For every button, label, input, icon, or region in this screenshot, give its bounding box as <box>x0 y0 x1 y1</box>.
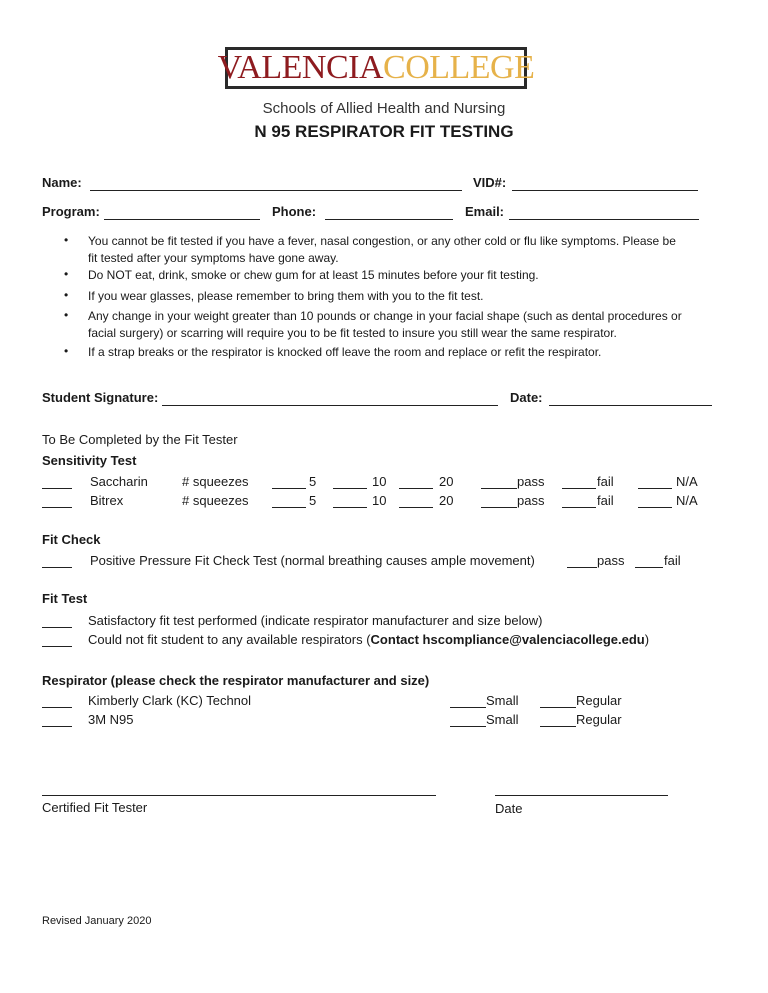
signature-date-field[interactable] <box>549 405 712 406</box>
vid-field[interactable] <box>512 190 698 191</box>
bullet-text: fit tested after your symptoms have gone away. <box>88 251 339 265</box>
saccharin-pass-label: pass <box>517 474 545 489</box>
signature-date-label: Date: <box>510 390 543 405</box>
fit-check-pass-label: pass <box>597 553 625 568</box>
kc-regular-label: Regular <box>576 693 622 708</box>
bullet-text: facial surgery) or scarring will require you to be fit tested to insure you still wear the same respirator. <box>88 326 617 340</box>
bullet-text: You cannot be fit tested if you have a fever, nasal congestion, or any other cold or flu like symptoms. Please be <box>88 234 676 248</box>
phone-label: Phone: <box>272 204 317 219</box>
bitrex-label: Bitrex <box>90 493 124 508</box>
bitrex-pass-label: pass <box>517 493 545 508</box>
bitrex-10-blank[interactable] <box>333 507 367 508</box>
kc-regular-blank[interactable] <box>540 707 576 708</box>
bitrex-na-label: N/A <box>676 493 698 508</box>
tester-date-line[interactable] <box>495 795 668 796</box>
saccharin-label: Saccharin <box>90 474 148 489</box>
sensitivity-test-title: Sensitivity Test <box>42 453 137 468</box>
page-title: N 95 RESPIRATOR FIT TESTING <box>254 122 514 141</box>
bitrex-pass-blank[interactable] <box>481 507 517 508</box>
certified-fit-tester-signature-line[interactable] <box>42 795 436 796</box>
bitrex-fail-blank[interactable] <box>562 507 596 508</box>
kc-technol-checkbox[interactable] <box>42 707 72 708</box>
saccharin-na-label: N/A <box>676 474 698 489</box>
student-signature-field[interactable] <box>162 405 498 406</box>
logo-text-valencia: VALENCIA <box>217 49 384 86</box>
fit-check-fail-label: fail <box>664 553 681 568</box>
kc-small-label: Small <box>486 693 519 708</box>
saccharin-fail-label: fail <box>597 474 614 489</box>
program-field[interactable] <box>104 219 260 220</box>
vid-label: VID#: <box>473 175 507 190</box>
school-name: Schools of Allied Health and Nursing <box>262 100 506 117</box>
phone-field[interactable] <box>325 219 453 220</box>
saccharin-checkbox[interactable] <box>42 488 72 489</box>
fit-test-satisfactory-checkbox[interactable] <box>42 627 72 628</box>
fit-test-could-not-checkbox[interactable] <box>42 646 72 647</box>
fit-test-satisfactory-text: Satisfactory fit test performed (indicate respirator manufacturer and size below) <box>88 613 543 628</box>
respirator-title: Respirator (please check the respirator manufacturer and size) <box>42 673 430 688</box>
kc-small-blank[interactable] <box>450 707 486 708</box>
name-label: Name: <box>42 175 82 190</box>
3m-small-label: Small <box>486 712 519 727</box>
bullet-dot: • <box>64 288 69 302</box>
could-not-text-suffix: ) <box>644 632 650 647</box>
saccharin-fail-blank[interactable] <box>562 488 596 489</box>
fit-check-text: Positive Pressure Fit Check Test (normal breathing causes ample movement) <box>90 553 535 568</box>
name-field[interactable] <box>90 190 462 191</box>
3m-regular-blank[interactable] <box>540 726 576 727</box>
bitrex-na-blank[interactable] <box>638 507 672 508</box>
bullet-text: If you wear glasses, please remember to bring them with you to the fit test. <box>88 289 484 303</box>
bitrex-squeezes-label: # squeezes <box>182 493 249 508</box>
bullet-text: Any change in your weight greater than 10 pounds or change in your facial shape (such as dental procedures or <box>88 309 682 323</box>
bitrex-5-blank[interactable] <box>272 507 306 508</box>
bitrex-fail-label: fail <box>597 493 614 508</box>
student-signature-label: Student Signature: <box>42 390 159 405</box>
email-field[interactable] <box>509 219 699 220</box>
saccharin-10-blank[interactable] <box>333 488 367 489</box>
fit-test-could-not-text <box>88 632 649 647</box>
compliance-email: Contact hscompliance@valenciacollege.edu <box>370 632 645 647</box>
3m-n95-checkbox[interactable] <box>42 726 72 727</box>
saccharin-10-label: 10 <box>372 474 387 489</box>
saccharin-pass-blank[interactable] <box>481 488 517 489</box>
saccharin-na-blank[interactable] <box>638 488 672 489</box>
bullet-dot: • <box>64 308 69 322</box>
3m-regular-label: Regular <box>576 712 622 727</box>
revised-date: Revised January 2020 <box>42 915 152 927</box>
fit-check-fail-blank[interactable] <box>635 567 663 568</box>
bullet-dot: • <box>64 344 69 358</box>
program-label: Program: <box>42 204 100 219</box>
bitrex-10-label: 10 <box>372 493 387 508</box>
bullet-dot: • <box>64 267 69 281</box>
saccharin-20-blank[interactable] <box>399 488 433 489</box>
bitrex-checkbox[interactable] <box>42 507 72 508</box>
could-not-text-prefix: Could not fit student to any available respirators ( <box>88 632 371 647</box>
saccharin-20-label: 20 <box>439 474 454 489</box>
certified-fit-tester-label: Certified Fit Tester <box>42 800 148 815</box>
email-label: Email: <box>465 204 505 219</box>
saccharin-5-blank[interactable] <box>272 488 306 489</box>
saccharin-5-label: 5 <box>309 474 317 489</box>
valencia-college-logo <box>217 47 535 89</box>
fit-test-title: Fit Test <box>42 591 88 606</box>
bullet-text: Do NOT eat, drink, smoke or chew gum for at least 15 minutes before your fit testing. <box>88 268 539 282</box>
bullet-dot: • <box>64 233 69 247</box>
3m-small-blank[interactable] <box>450 726 486 727</box>
3m-n95-label: 3M N95 <box>88 712 134 727</box>
fit-check-pass-blank[interactable] <box>567 567 597 568</box>
kc-technol-label: Kimberly Clark (KC) Technol <box>88 693 252 708</box>
bitrex-5-label: 5 <box>309 493 317 508</box>
tester-date-label: Date <box>495 801 523 816</box>
tester-section-heading: To Be Completed by the Fit Tester <box>42 432 238 447</box>
bitrex-20-label: 20 <box>439 493 454 508</box>
bitrex-20-blank[interactable] <box>399 507 433 508</box>
saccharin-squeezes-label: # squeezes <box>182 474 249 489</box>
bullet-text: If a strap breaks or the respirator is knocked off leave the room and replace or refit the respirator. <box>88 345 602 359</box>
logo-text-college: COLLEGE <box>383 49 535 86</box>
fit-check-checkbox[interactable] <box>42 567 72 568</box>
fit-check-title: Fit Check <box>42 532 101 547</box>
